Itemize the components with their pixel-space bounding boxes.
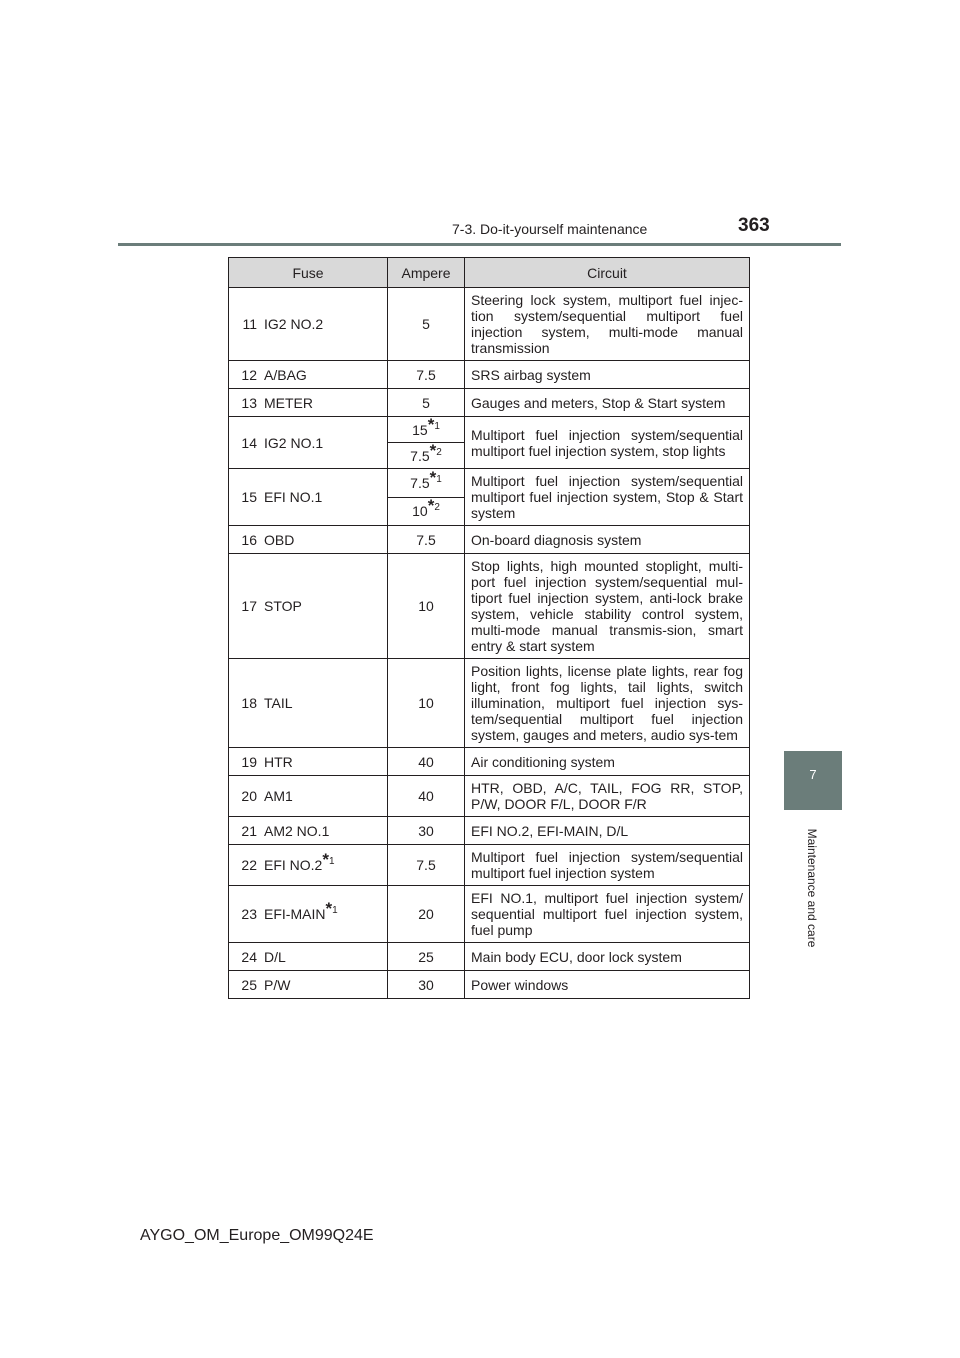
footnote-number: 1 — [328, 856, 335, 867]
table-row — [229, 943, 750, 971]
footnote-star: * — [427, 414, 435, 434]
column-header-circuit: Circuit — [465, 258, 750, 288]
fuse-circuit: EFI NO.2, EFI-MAIN, D/L — [465, 817, 750, 845]
fuse-ampere: 20 — [388, 886, 465, 943]
fuse-number: 20 — [229, 776, 261, 817]
fuse-name: AM2 NO.1 — [260, 817, 388, 845]
fuse-number: 23 — [229, 886, 261, 943]
fuse-circuit: On-board diagnosis system — [465, 526, 750, 554]
table-row — [229, 417, 750, 443]
fuse-name: EFI NO.1 — [260, 469, 388, 526]
fuse-circuit: Power windows — [465, 971, 750, 999]
footnote-number: 2 — [434, 502, 440, 514]
footnote-star: * — [325, 899, 333, 918]
table-row — [229, 361, 750, 389]
fuse-ampere: 40 — [388, 776, 465, 817]
fuse-circuit: HTR, OBD, A/C, TAIL, FOG RR, STOP, P/W, DOOR F/L, DOOR F/R — [465, 776, 750, 817]
fuse-number: 12 — [229, 361, 261, 389]
fuse-name: IG2 NO.2 — [260, 288, 388, 361]
fuse-circuit: Multiport fuel injection system/sequential multiport fuel injection system — [465, 845, 750, 886]
chapter-number: 7 — [809, 767, 817, 782]
fuse-ampere: 40 — [388, 748, 465, 776]
footnote-star: * — [429, 440, 437, 460]
fuse-name-text: EFI-MAIN — [264, 906, 326, 922]
fuse-name: A/BAG — [260, 361, 388, 389]
fuse-number: 24 — [229, 943, 261, 971]
fuse-ampere: 30 — [388, 817, 465, 845]
fuse-ampere: 10 — [388, 659, 465, 748]
fuse-name: HTR — [260, 748, 388, 776]
fuse-circuit: Multiport fuel injection system/sequential multiport fuel injection system, stop lights — [465, 417, 750, 469]
fuse-ampere — [388, 497, 465, 526]
fuse-name: METER — [260, 389, 388, 417]
fuse-ampere: 7.5 — [388, 845, 465, 886]
fuse-number: 13 — [229, 389, 261, 417]
column-header-fuse: Fuse — [229, 258, 388, 288]
chapter-tab — [784, 751, 842, 810]
table-row — [229, 389, 750, 417]
fuse-name-text: EFI NO.2 — [264, 857, 323, 873]
fuse-circuit: Multiport fuel injection system/sequential multiport fuel injection system, Stop & Start system — [465, 469, 750, 526]
table-row — [229, 845, 750, 886]
fuse-number: 16 — [229, 526, 261, 554]
table-row — [229, 526, 750, 554]
fuse-name: P/W — [260, 971, 388, 999]
fuse-number: 19 — [229, 748, 261, 776]
table-row — [229, 886, 750, 943]
page-number: 363 — [738, 215, 770, 236]
fuse-number: 14 — [229, 417, 261, 469]
section-title: 7-3. Do-it-yourself maintenance — [452, 221, 648, 237]
table-row — [229, 748, 750, 776]
fuse-circuit: Main body ECU, door lock system — [465, 943, 750, 971]
fuse-ampere: 25 — [388, 943, 465, 971]
fuse-table — [228, 257, 750, 999]
fuse-ampere — [388, 440, 465, 469]
fuse-name: IG2 NO.1 — [260, 417, 388, 469]
footnote-star: * — [427, 496, 435, 516]
fuse-number: 15 — [229, 469, 261, 526]
fuse-name: D/L — [260, 943, 388, 971]
ampere-value: 7.5 — [410, 474, 430, 491]
fuse-circuit: Stop lights, high mounted stoplight, multi-port fuel injection system/sequential mul-tiport fuel injection system, anti-lock brake system, vehicle stability control system, multi-mode manual transmis-sion, smart entry & start system — [465, 554, 750, 659]
document-code: AYGO_OM_Europe_OM99Q24E — [140, 1227, 374, 1244]
table-row — [229, 776, 750, 817]
table-row — [229, 554, 750, 659]
fuse-name: STOP — [260, 554, 388, 659]
footnote-star: * — [322, 850, 329, 869]
fuse-ampere: 5 — [388, 288, 465, 361]
fuse-circuit: Air conditioning system — [465, 748, 750, 776]
ampere-value: 15 — [412, 421, 428, 438]
fuse-number: 17 — [229, 554, 261, 659]
fuse-name: AM1 — [260, 776, 388, 817]
fuse-name: OBD — [260, 526, 388, 554]
fuse-number: 22 — [229, 845, 261, 886]
fuse-number: 11 — [229, 288, 261, 361]
table-row — [229, 971, 750, 999]
fuse-ampere: 5 — [388, 389, 465, 417]
fuse-ampere: 10 — [388, 554, 465, 659]
fuse-circuit: Gauges and meters, Stop & Start system — [465, 389, 750, 417]
fuse-ampere: 30 — [388, 971, 465, 999]
fuse-circuit: EFI NO.1, multiport fuel injection system/ sequential multiport fuel injection system, fuel pump — [465, 886, 750, 943]
header-rule — [118, 243, 841, 246]
fuse-ampere — [388, 414, 465, 443]
fuse-ampere: 7.5 — [388, 526, 465, 554]
chapter-label: Maintenance and care — [805, 828, 819, 948]
table-header-row — [229, 258, 750, 288]
fuse-number: 18 — [229, 659, 261, 748]
footnote-star: * — [429, 467, 437, 487]
table-row — [229, 469, 750, 498]
footnote-number: 2 — [436, 446, 442, 458]
fuse-circuit: SRS airbag system — [465, 361, 750, 389]
fuse-name — [260, 845, 388, 886]
table-row — [229, 288, 750, 361]
table-row — [229, 817, 750, 845]
footnote-number: 1 — [436, 473, 442, 485]
fuse-number: 21 — [229, 817, 261, 845]
fuse-name — [260, 886, 388, 943]
footnote-number: 1 — [332, 905, 338, 916]
table-row — [229, 659, 750, 748]
ampere-value: 10 — [412, 503, 428, 520]
footnote-number: 1 — [434, 420, 440, 432]
ampere-value: 7.5 — [410, 447, 430, 464]
fuse-number: 25 — [229, 971, 261, 999]
column-header-ampere: Ampere — [388, 258, 465, 288]
fuse-circuit: Steering lock system, multiport fuel injec-tion system/sequential multiport fuel injection system, multi-mode manual transmission — [465, 288, 750, 361]
fuse-name: TAIL — [260, 659, 388, 748]
fuse-ampere: 7.5 — [388, 361, 465, 389]
fuse-circuit: Position lights, license plate lights, rear fog light, front fog lights, tail lights, switch illumination, multiport fuel injection sys-tem/sequential multiport fuel injection system, gauges and meters, audio sys-tem — [465, 659, 750, 748]
fuse-ampere — [388, 469, 465, 498]
